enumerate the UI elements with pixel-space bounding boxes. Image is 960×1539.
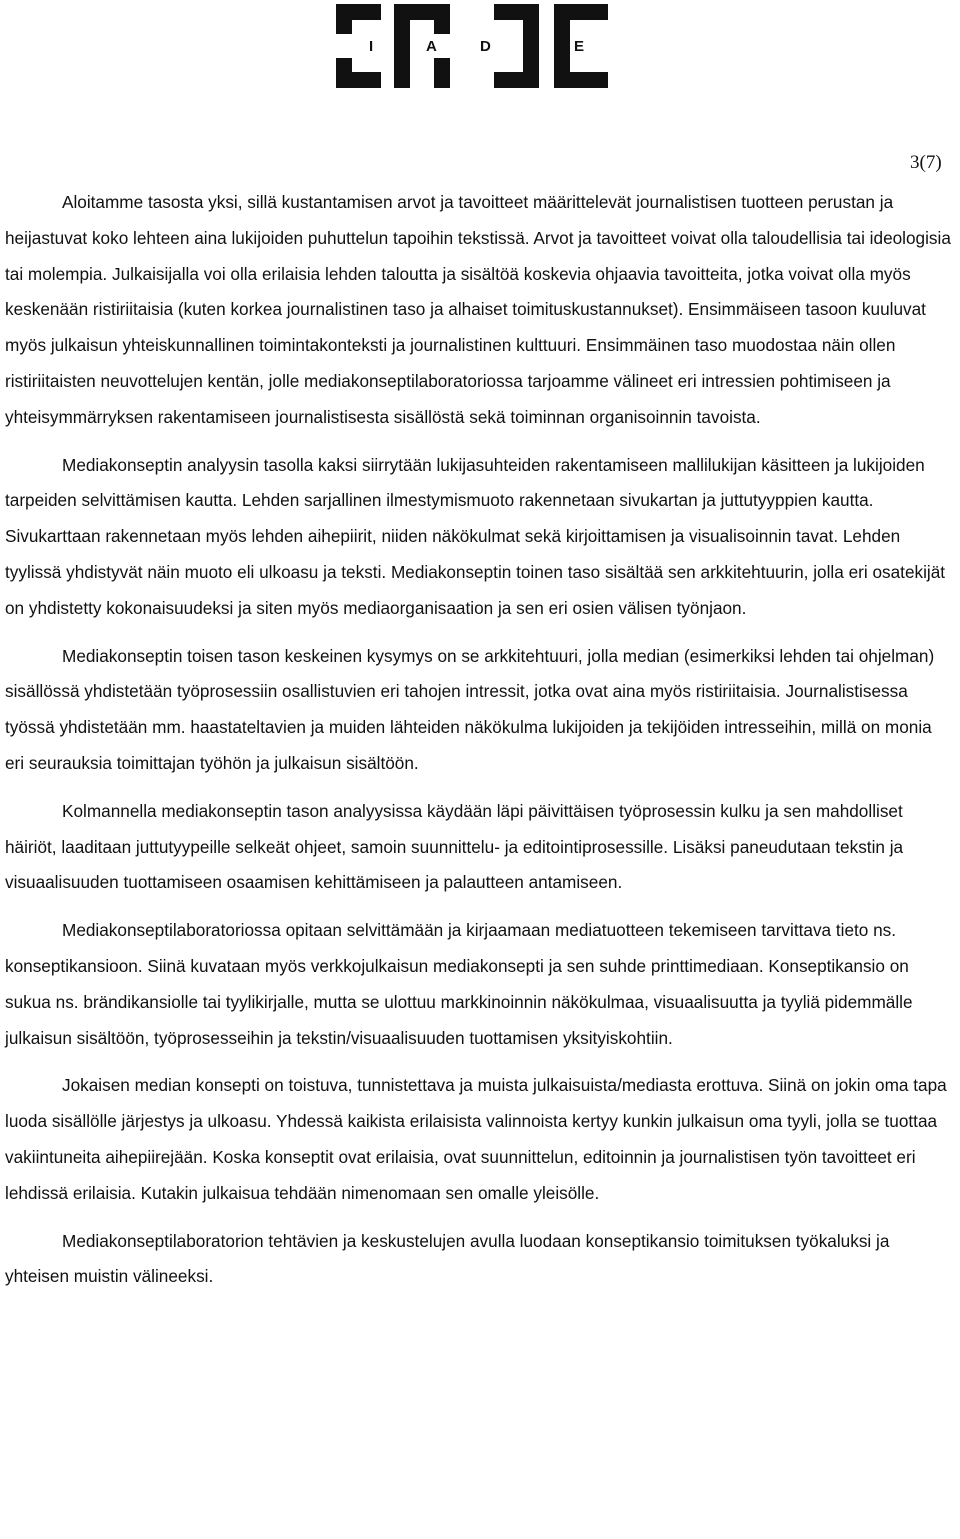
page-number: 3(7) [910,152,942,173]
paragraph: Mediakonseptin analyysin tasolla kaksi siirrytään lukijasuhteiden rakentamiseen mallilukijan käsitteen ja lukijoiden tarpeiden selvittämisen kautta. Lehden sarjallinen ilmestymismuoto rakennetaan sivukartan ja juttutyyppien kautta. Sivukarttaan rakennetaan myös lehden aihepiirit, niiden näkökulmat sekä kirjoittamisen ja visualisoinnin tavat. Lehden tyylissä yhdistyvät näin muoto eli ulkoasu ja teksti. Mediakonseptin toinen taso sisältää sen arkkitehtuurin, jolla eri osatekijät on yhdistetty kokonaisuudeksi ja siten myös mediaorganisaation ja sen eri osien välisen työnjaon. [5,454,946,618]
logo-letter-d: D [480,38,491,55]
document-body [5,185,955,1307]
paragraph: Jokaisen median konsepti on toistuva, tunnistettava ja muista julkaisuista/mediasta erottuva. Siinä on jokin oma tapa luoda sisällölle järjestys ja ulkoasu. Yhdessä kaikista erilaisista valinnoista kertyy kunkin julkaisun oma tyyli, jolla se tuottaa vakiintuneita aihepiirejään. Koska konseptit ovat erilaisia, ovat suunnittelun, editoinnin ja journalistisen työn tavoitteet eri lehdissä erilaisia. Kutakin julkaisua tehdään nimenomaan sen omalle yleisölle. [5,1075,947,1203]
logo-letter-a: A [426,38,437,55]
paragraph: Mediakonseptin toisen tason keskeinen kysymys on se arkkitehtuuri, jolla median (esimerkiksi lehden tai ohjelman) sisällössä yhdistetään työprosessiin osallistuvien eri tahojen intressit, jotka ovat aina myös ristiriitaisia. Journalistisessa työssä yhdistetään mm. haastateltavien ja muiden lähteiden näkökulma lukijoiden ja tekijöiden intresseihin, millä on monia eri seurauksia toimittajan työhön ja julkaisun sisältöön. [5,645,935,773]
paragraph: Mediakonseptilaboratoriossa opitaan selvittämään ja kirjaamaan mediatuotteen tekemiseen tarvittava tieto ns. konseptikansioon. Siinä kuvataan myös verkkojulkaisun mediakonsepti ja sen suhde printtimediaan. Konseptikansio on sukua ns. brändikansiolle tai tyylikirjalle, mutta se ulottuu markkinoinnin näkökulmaa, visuaalisuutta ja tyyliä pidemmälle julkaisun sisältöön, työprosesseihin ja tekstin/visuaalisuuden tuottamisen yksityiskohtiin. [5,920,913,1048]
logo-letter-i: I [369,38,374,55]
logo-letter-e: E [574,38,585,55]
paragraph: Aloitamme tasosta yksi, sillä kustantamisen arvot ja tavoitteet määrittelevät journalistisen tuotteen perustan ja heijastuvat koko lehteen aina lukijoiden puhuttelun tapoihin tekstissä. Arvot ja tavoitteet voivat olla taloudellisia tai ideologisia tai molempia. Julkaisijalla voi olla erilaisia lehden taloutta ja sisältöä koskevia ohjaavia tavoitteita, jotka voivat olla myös keskenään ristiriitaisia (kuten korkea journalistinen taso ja alhaiset toimituskustannukset). Ensimmäiseen tasoon kuuluvat myös julkaisun yhteiskunnallinen toimintakonteksti ja journalistinen kulttuuri. Ensimmäinen taso muodostaa näin ollen ristiriitaisten neuvottelujen kentän, jolle mediakonseptilaboratoriossa tarjoamme välineet eri intressien pohtimiseen ja yhteisymmärryksen rakentamiseen journalistisesta sisällöstä sekä toiminnan organisoinnin tavoista. [5,192,951,427]
logo-letters [336,37,608,57]
paragraph: Mediakonseptilaboratorion tehtävien ja keskustelujen avulla luodaan konseptikansio toimituksen työkaluksi ja yhteisen muistin välineeksi. [5,1230,890,1287]
paragraph: Kolmannella mediakonseptin tason analyysissa käydään läpi päivittäisen työprosessin kulku ja sen mahdolliset häiriöt, laaditaan juttutyypeille selkeät ohjeet, samoin suunnittelu- ja editointiprosessille. Lisäksi paneudutaan tekstin ja visuaalisuuden tuottamiseen osaamisen kehittämiseen ja palautteen antamiseen. [5,800,904,893]
